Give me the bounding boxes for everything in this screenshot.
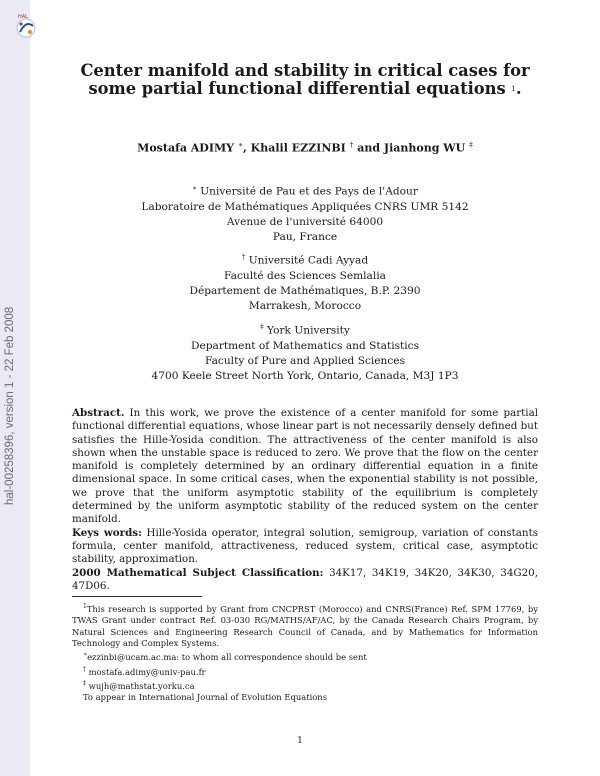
footnotes — [72, 601, 538, 703]
affiliation-pau — [60, 181, 550, 245]
footnote — [72, 692, 538, 703]
footnote — [72, 601, 538, 649]
footnote-text: wujh@mathstat.yorku.ca — [88, 680, 195, 691]
footnote — [72, 649, 538, 663]
affiliation-line-text: York University — [267, 324, 350, 337]
author-mark: † — [349, 140, 354, 149]
affiliation-line: Laboratoire de Mathématiques Appliquées CNRS UMR 5142 — [141, 200, 469, 213]
affiliation-line-text: Université Cadi Ayyad — [248, 254, 369, 267]
title-footnote-mark: 1 — [511, 85, 516, 93]
abstract-section — [72, 407, 538, 593]
author-name: Jianhong WU — [383, 141, 466, 155]
page-number: 1 — [297, 736, 303, 746]
svg-text:HAL: HAL — [18, 14, 28, 20]
keywords-text: Hille-Yosida operator, integral solution, semigroup, variation of constants formula, center manifold, attractiveness, reduced system, critical case, asymptotic stability, approximation. — [72, 526, 538, 566]
footnote-text: ezzinbi@ucam.ac.ma: to whom all correspondence should be sent — [87, 652, 367, 663]
affiliation-cadi-ayyad — [60, 250, 550, 314]
affiliation-mark: ‡ — [260, 323, 264, 331]
footnote — [72, 664, 538, 678]
msc-text: 34K17, 34K19, 34K20, 34K30, 34G20, 47D06. — [72, 566, 538, 592]
abstract-label: Abstract. — [72, 407, 125, 419]
footnote-mark: † — [83, 665, 86, 673]
affiliation-mark: † — [241, 253, 246, 261]
footnote-rule — [72, 596, 202, 597]
msc-paragraph — [72, 567, 538, 594]
footnote — [72, 678, 538, 692]
affiliation-line — [60, 181, 550, 200]
keywords-paragraph — [72, 527, 538, 567]
author-name: Khalil EZZINBI — [250, 141, 346, 155]
affiliation-line: 4700 Keele Street North York, Ontario, Canada, M3J 1P3 — [151, 370, 459, 383]
footnote-text: This research is supported by Grant from CNCPRST (Morocco) and CNRS(France) Ref. SPM 17769, by TWAS Grant under contract Ref. 03-030 RG/MATHS/AF/AC, by the Canada Research Chairs Program, by Natural Sciences and Engineering Research Council of Canada, and by Mathematics for Information Technology and Complex Systems. — [72, 603, 538, 649]
title-line-1: Center manifold and stability in critical cases for — [80, 61, 530, 80]
footnote-mark: 1 — [83, 603, 87, 610]
affiliation-line: Department of Mathematics and Statistics — [190, 339, 420, 352]
affiliation-line — [60, 320, 550, 339]
abstract-text: In this work, we prove the existence of a center manifold for some partial functional differential equations, whose linear part is not necessarily densely defined but satisfies the Hille-Yosida condition. The attractiveness of the center manifold is also shown when the unstable space is reduced to zero. We prove that the flow on the center manifold is completely determined by an ordinary differential equation in a finite dimensional space. In some critical cases, when the exponential stability is not possible, we prove that the uniform asymptotic stability of the equilibrium is completely determined by the uniform asymptotic stability of the reduced system on the center manifold. — [72, 407, 539, 526]
keywords-label: Keys words: — [72, 526, 142, 539]
title-line-2-text: some partial functional differential equations — [88, 79, 506, 98]
paper-title — [60, 62, 550, 98]
author-name: Mostafa ADIMY — [137, 141, 235, 155]
msc-label: 2000 Mathematical Subject Classification: — [72, 566, 324, 579]
affiliation-line: Faculté des Sciences Semlalia — [224, 269, 386, 282]
author-separator: , — [242, 141, 247, 155]
footnote-text: mostafa.adimy@univ-pau.fr — [88, 666, 206, 677]
hal-sidebar — [0, 0, 30, 776]
affiliation-line: Département de Mathématiques, B.P. 2390 — [189, 284, 421, 297]
affiliation-line: Avenue de l'université 64000 — [226, 215, 384, 228]
author-mark: ∗ — [237, 140, 243, 149]
affiliation-mark: ∗ — [192, 184, 197, 192]
author-separator: and — [357, 141, 381, 155]
affiliation-line — [60, 250, 550, 269]
footnote-mark: ∗ — [83, 651, 88, 659]
affiliation-york — [60, 320, 550, 384]
affiliation-line-text: Université de Pau et des Pays de l'Adour — [200, 185, 418, 198]
footnote-mark: ‡ — [83, 679, 86, 687]
footnote-text: To appear in International Journal of Evolution Equations — [83, 692, 328, 703]
affiliation-line: Pau, France — [272, 231, 338, 244]
abstract-paragraph — [72, 407, 538, 527]
author-list — [60, 140, 550, 155]
hal-open-archive-logo-icon — [6, 6, 46, 46]
affiliation-line: Marrakesh, Morocco — [248, 300, 362, 313]
hal-identifier: hal-00258396, version 1 - 22 Feb 2008 — [4, 306, 16, 505]
author-mark: ‡ — [469, 140, 473, 149]
affiliation-line: Faculty of Pure and Applied Sciences — [204, 354, 406, 367]
title-line-2: some partial functional differential equations $^1$. — [88, 79, 522, 98]
